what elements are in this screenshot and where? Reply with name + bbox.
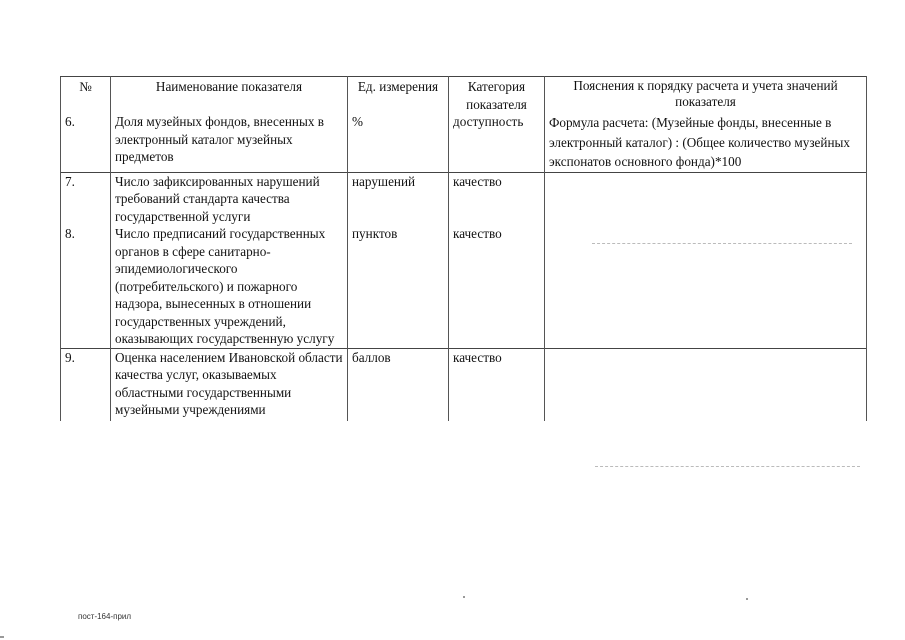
scan-speck — [463, 596, 465, 598]
row-7-category: качество — [449, 172, 545, 225]
row-8-category: качество — [449, 225, 545, 348]
row-6-notes: Формула расчета: (Музейные фонды, внесенные в электронный каталог) : (Общее количество музейных экспонатов основного фонда)*100 — [545, 113, 867, 172]
scan-dotted-line — [592, 243, 852, 244]
row-8-num: 8. — [61, 225, 111, 348]
scan-dotted-line — [595, 466, 860, 467]
row-8-name: Число предписаний государственных органов в сфере санитарно-эпидемиологического (потребительского) и пожарного надзора, вынесенных в отношении государственных учреждений, оказывающих государственную услугу — [111, 225, 348, 348]
header-num: № — [61, 77, 111, 114]
row-8-unit: пунктов — [348, 225, 449, 348]
header-notes: Пояснения к порядку расчета и учета значений показателя — [545, 77, 867, 114]
row-9-notes — [545, 348, 867, 421]
scan-speck — [746, 598, 748, 600]
scan-speck — [0, 636, 4, 638]
row-6-unit: % — [348, 113, 449, 172]
table-header-row — [61, 77, 867, 114]
row-9-name: Оценка населением Ивановской области качества услуг, оказываемых областными государственными музейными учреждениями — [111, 348, 348, 421]
table-row — [61, 113, 867, 172]
row-7-name: Число зафиксированных нарушений требований стандарта качества государственной услуги — [111, 172, 348, 225]
header-unit: Ед. измерения — [348, 77, 449, 114]
row-9-unit: баллов — [348, 348, 449, 421]
header-name: Наименование показателя — [111, 77, 348, 114]
header-category: Категория показателя — [449, 77, 545, 114]
indicators-table — [60, 76, 867, 421]
row-6-num: 6. — [61, 113, 111, 172]
row-7-unit: нарушений — [348, 172, 449, 225]
table-row — [61, 172, 867, 225]
row-6-name: Доля музейных фондов, внесенных в электронный каталог музейных предметов — [111, 113, 348, 172]
footer-text: пост-164-прил — [78, 612, 132, 621]
row-7-num: 7. — [61, 172, 111, 225]
table-row — [61, 348, 867, 421]
row-9-num: 9. — [61, 348, 111, 421]
row-6-category: доступность — [449, 113, 545, 172]
row-7-notes — [545, 172, 867, 225]
row-9-category: качество — [449, 348, 545, 421]
